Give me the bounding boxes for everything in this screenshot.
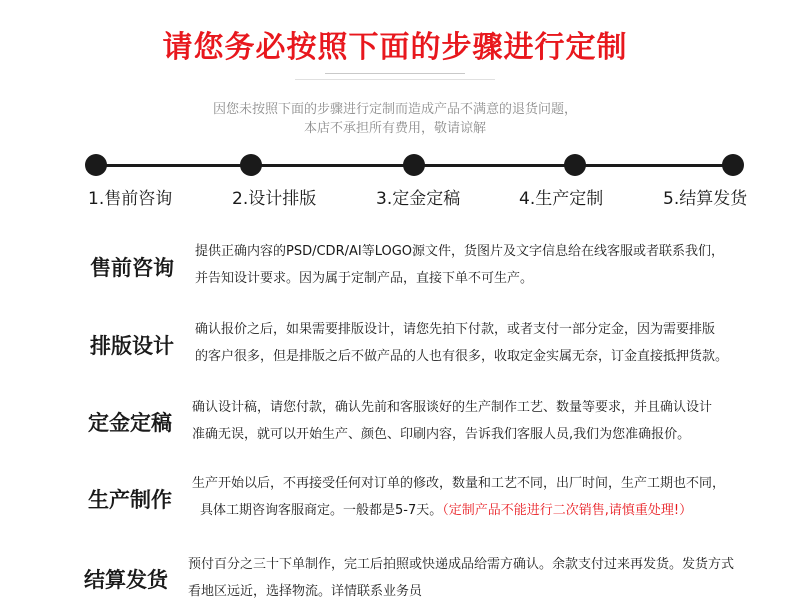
timeline-dot — [403, 154, 425, 176]
notice-line: 因您未按照下面的步骤进行定制而造成产品不满意的退货问题， — [212, 102, 577, 117]
timeline-dot — [85, 154, 107, 176]
step-label-production: 4.生产定制 — [519, 189, 604, 209]
step-label-settlement: 5.结算发货 — [663, 189, 748, 209]
section-title: 定金定稿 — [88, 411, 172, 435]
section-title: 排版设计 — [90, 334, 174, 358]
section-text: 预付百分之三十下单制作，完工后拍照或快递成品给需方确认。余款支付过来再发货。发货方式 — [188, 557, 735, 572]
section-text: 准确无误，就可以开始生产、颜色、印刷内容，告诉我们客服人员,我们为您准确报价。 — [192, 427, 691, 442]
section-title: 结算发货 — [84, 568, 168, 592]
section-text: 生产开始以后，不再接受任何对订单的修改，数量和工艺不同，出厂时间，生产工期也不同， — [192, 476, 726, 491]
section-text: 确认设计稿，请您付款，确认先前和客服谈好的生产制作工艺、数量等要求，并且确认设计 — [192, 400, 713, 415]
timeline-dot — [564, 154, 586, 176]
step-label-presale: 1.售前咨询 — [88, 189, 173, 209]
decorative-divider — [325, 73, 465, 74]
section-text — [200, 497, 692, 524]
section-title: 生产制作 — [88, 488, 172, 512]
section-text: 的客户很多，但是排版之后不做产品的人也有很多，收取定金实属无奈，订金直接抵押货款。 — [195, 349, 729, 364]
warning-text: （定制产品不能进行二次销售,请慎重处理!） — [442, 503, 693, 518]
timeline-dot — [722, 154, 744, 176]
step-label-deposit: 3.定金定稿 — [376, 189, 461, 209]
timeline-dot — [240, 154, 262, 176]
section-text: 确认报价之后，如果需要排版设计，请您先拍下付款，或者支付一部分定金，因为需要排版 — [195, 322, 716, 337]
section-title: 售前咨询 — [90, 256, 174, 280]
section-text: 看地区远近，选择物流。详情联系业务员 — [188, 584, 423, 599]
decorative-divider — [295, 79, 495, 80]
section-text: 并告知设计要求。因为属于定制产品，直接下单不可生产。 — [195, 271, 534, 286]
section-text: 提供正确内容的PSD/CDR/AI等LOGO源文件，货图片及文字信息给在线客服或者联系我们， — [195, 244, 725, 259]
section-text-part: 具体工期咨询客服商定。一般都是5-7天。 — [200, 503, 443, 518]
page-title: 请您务必按照下面的步骤进行定制 — [162, 30, 628, 65]
notice-line: 本店不承担所有费用，敬请谅解 — [303, 121, 486, 136]
step-label-design: 2.设计排版 — [232, 189, 317, 209]
